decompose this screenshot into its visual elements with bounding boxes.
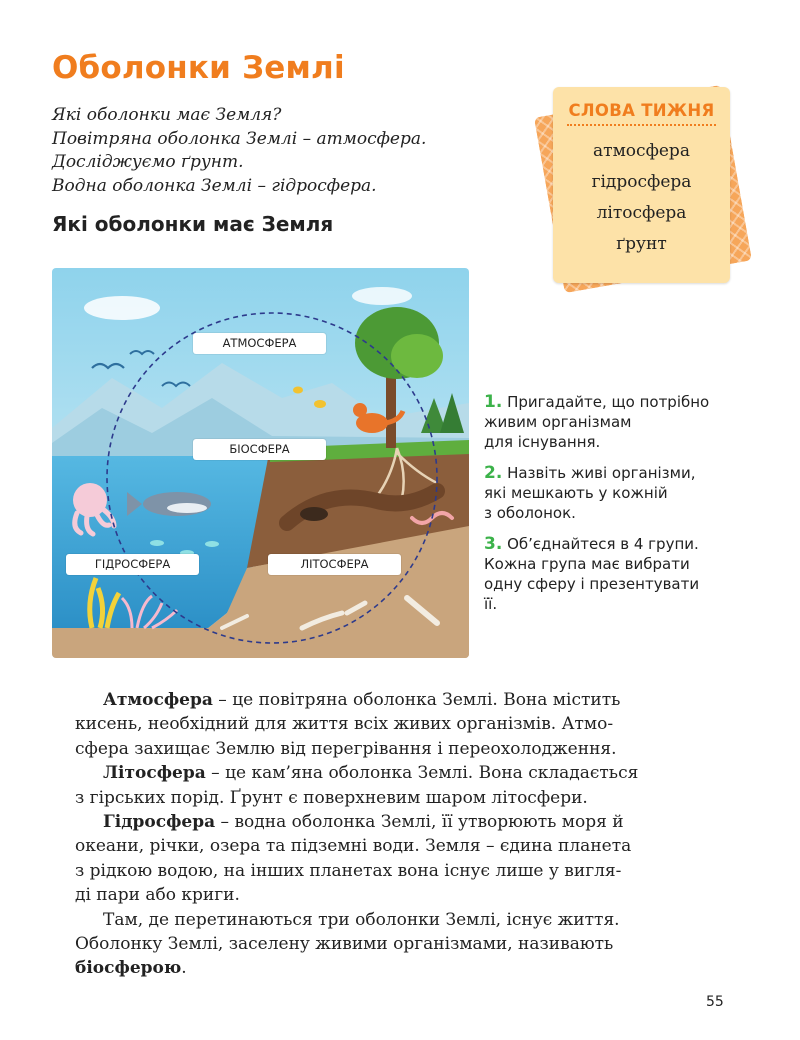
bee-icon	[314, 400, 326, 408]
text-line: океани, річки, озера та підземні води. Земля – єдина планета	[75, 836, 632, 857]
earth-spheres-illustration	[52, 268, 469, 658]
lithosphere-label: ЛІТОСФЕРА	[268, 554, 401, 575]
vocabulary-word: гідросфера	[591, 172, 692, 192]
task-text: Об’єднайтеся в 4 групи.	[507, 535, 699, 553]
task-number: 2.	[484, 463, 503, 483]
term-hydrosphere: Гідросфера	[103, 812, 216, 833]
page-title: Оболонки Землі	[52, 50, 345, 86]
cloud	[84, 296, 160, 320]
task-text: одну сферу і презентувати	[484, 575, 700, 593]
mole-icon	[300, 507, 328, 521]
task-number: 1.	[484, 392, 503, 412]
paragraph-lithosphere	[75, 761, 728, 810]
text-line: Оболонку Землі, заселену живими організмами, називають	[75, 934, 614, 955]
task-text: Назвіть живі організми,	[507, 464, 696, 482]
task-text: Кожна група має вибрати	[484, 555, 690, 573]
intro-questions	[52, 104, 426, 198]
vocabulary-word: ґрунт	[616, 234, 667, 254]
cloud	[352, 287, 412, 305]
text-line: – це кам’яна оболонка Землі. Вона складається	[205, 763, 639, 784]
intro-line: Досліджуємо ґрунт.	[52, 152, 244, 172]
task-item	[484, 534, 744, 614]
text-line: .	[181, 958, 187, 979]
text-line: з рідкою водою, на інших планетах вона існує лише у вигля-	[75, 860, 622, 881]
words-of-the-week-card	[553, 87, 730, 283]
dotted-divider	[567, 124, 716, 126]
text-line: Там, де перетинаються три оболонки Землі, існує життя.	[103, 909, 620, 930]
text-line: кисень, необхідний для життя всіх живих організмів. Атмо-	[75, 714, 614, 735]
words-card-heading: СЛОВА ТИЖНЯ	[568, 101, 715, 120]
section-subtitle: Які оболонки має Земля	[52, 212, 334, 236]
task-text: Пригадайте, що потрібно	[507, 393, 710, 411]
biosphere-label: БІОСФЕРА	[193, 439, 326, 460]
bee-icon	[293, 387, 303, 394]
intro-line: Водна оболонка Землі – гідросфера.	[52, 175, 377, 196]
text-line: сфера захищає Землю від перегрівання і переохолодження.	[75, 738, 617, 759]
body-text	[75, 688, 728, 981]
earth-spheres-scene	[52, 268, 469, 658]
paragraph-hydrosphere	[75, 810, 728, 908]
intro-line: Які оболонки має Земля?	[52, 105, 282, 125]
task-number: 3.	[484, 534, 503, 554]
paragraph-biosphere	[75, 908, 728, 981]
fox-head	[353, 403, 367, 417]
atmosphere-label: АТМОСФЕРА	[193, 333, 326, 354]
vocabulary-word: літосфера	[596, 203, 687, 223]
small-fish-icon	[150, 540, 164, 546]
text-line: – водна оболонка Землі, її утворюють моря й	[215, 812, 624, 833]
fish-belly	[167, 503, 207, 513]
task-text: з оболонок.	[484, 504, 576, 522]
task-item	[484, 463, 744, 523]
text-line: ді пари або криги.	[75, 885, 240, 906]
task-text: для існування.	[484, 433, 601, 451]
term-atmosphere: Атмосфера	[103, 690, 213, 710]
text-line: з гірських порід. Ґрунт є поверхневим шаром літосфери.	[75, 787, 588, 808]
intro-line: Повітряна оболонка Землі – атмосфера.	[52, 128, 427, 149]
task-item	[484, 392, 744, 452]
small-fish-icon	[205, 541, 219, 547]
term-biosphere: біосферою	[75, 958, 182, 979]
page-number: 55	[706, 994, 724, 1010]
paragraph-atmosphere	[75, 688, 728, 761]
vocabulary-word: атмосфера	[593, 141, 690, 161]
task-text: її.	[484, 595, 498, 613]
hydrosphere-label: ГІДРОСФЕРА	[66, 554, 199, 575]
task-text: які мешкають у кожній	[484, 484, 668, 502]
tasks-list	[484, 392, 744, 625]
term-lithosphere: Літосфера	[103, 763, 206, 784]
text-line: – це повітряна оболонка Землі. Вона містить	[212, 690, 621, 710]
task-text: живим організмам	[484, 413, 632, 431]
